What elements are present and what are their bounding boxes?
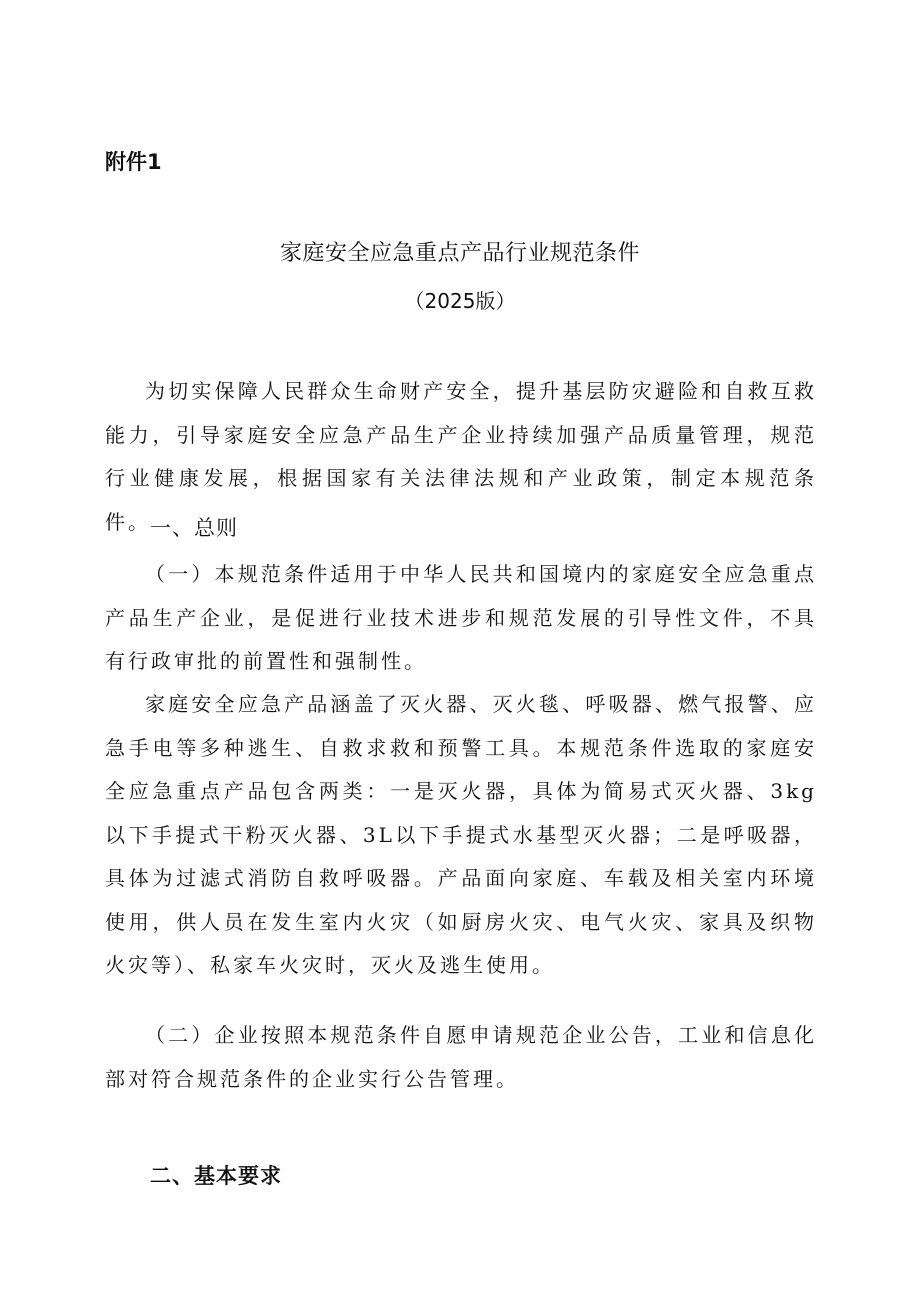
paragraph-announcement: （二）企业按照本规范条件自愿申请规范企业公告，工业和信息化部对符合规范条件的企业实行公告管理。 [105,1023,817,1091]
document-title: 家庭安全应急重点产品行业规范条件 [279,241,640,266]
paragraph-scope: （一）本规范条件适用于中华人民共和国境内的家庭安全应急重点产品生产企业，是促进行业技术进步和规范发展的引导性文件，不具有行政审批的前置性和强制性。 [105,562,817,673]
attachment-label: 附件1 [105,150,162,174]
document-subtitle: （2025版） [404,289,516,313]
intro-paragraph: 为切实保障人民群众生命财产安全，提升基层防灾避险和自救互救能力，引导家庭安全应急产品生产企业持续加强产品质量管理，规范行业健康发展，根据国家有关法律法规和产业政策，制定本规范条件。 [105,379,817,534]
section-heading-general: 一、总则 [150,516,238,540]
section-heading-basic-requirements: 二、基本要求 [150,1164,282,1188]
paragraph-products: 家庭安全应急产品涵盖了灭火器、灭火毯、呼吸器、燃气报警、应急手电等多种逃生、自救求救和预警工具。本规范条件选取的家庭安全应急重点产品包含两类：一是灭火器，具体为简易式灭火器、3kg以下手提式干粉灭火器、3L以下手提式水基型灭火器；二是呼吸器，具体为过滤式消防自救呼吸器。产品面向家庭、车载及相关室内环境使用，供人员在发生室内火灾（如厨房火灾、电气火灾、家具及织物火灾等）、私家车火灾时，灭火及逃生使用。 [105,692,817,977]
